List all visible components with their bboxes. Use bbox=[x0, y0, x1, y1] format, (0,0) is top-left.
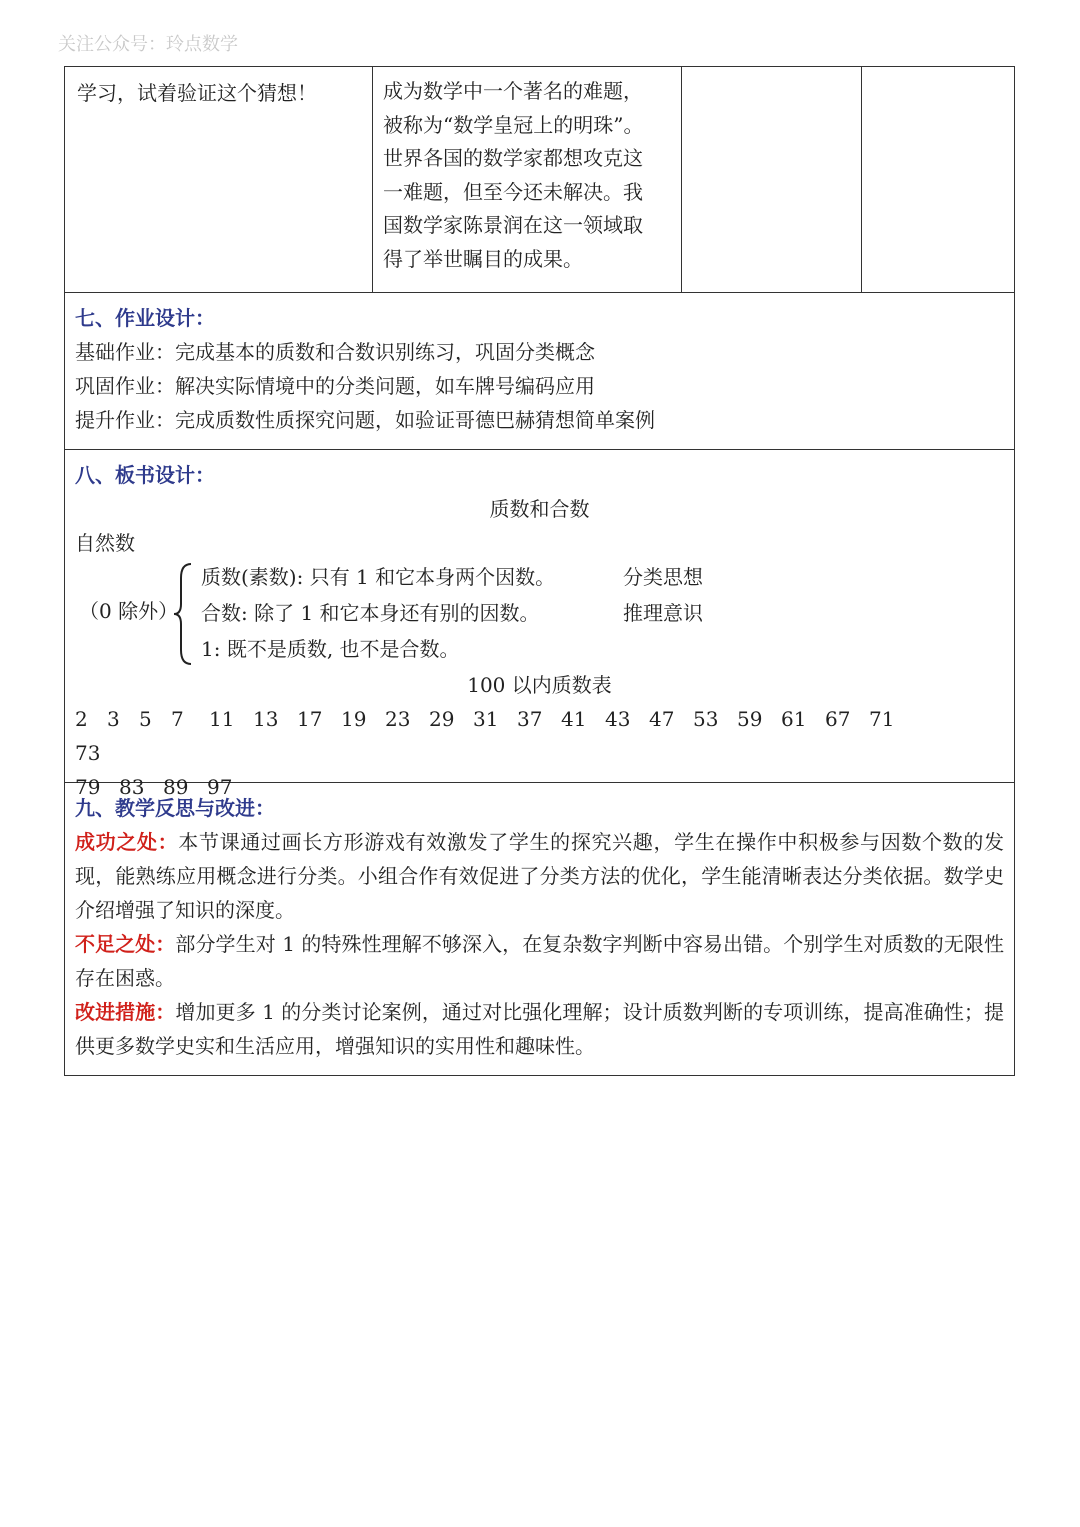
prime-number: 2 bbox=[75, 707, 88, 731]
reflection-section bbox=[65, 783, 1014, 1075]
history-line: 得了举世瞩目的成果。 bbox=[383, 246, 583, 271]
prime-number: 59 bbox=[737, 707, 763, 731]
one-definition: 1: 既不是质数, 也不是合数。 bbox=[201, 637, 460, 661]
activity-cell bbox=[65, 67, 373, 292]
shortfall-paragraph bbox=[75, 927, 1004, 995]
prime-number: 37 bbox=[517, 707, 543, 731]
history-line: 世界各国的数学家都想攻克这 bbox=[383, 146, 643, 171]
classification-block bbox=[75, 560, 1004, 668]
table-row bbox=[65, 67, 1014, 293]
improve-label: 改进措施： bbox=[75, 1000, 176, 1024]
improve-text: 增加更多 1 的分类讨论案例，通过对比强化理解；设计质数判断的专项训练，提高准确性；提供更多数学史实和生活应用，增强知识的实用性和趣味性。 bbox=[75, 1000, 1004, 1058]
prime-number: 73 bbox=[75, 741, 101, 765]
homework-item: 基础作业：完成基本的质数和合数识别练习，巩固分类概念 bbox=[75, 340, 595, 364]
prime-number: 43 bbox=[605, 707, 631, 731]
shortfall-label: 不足之处： bbox=[75, 932, 176, 956]
prime-number: 13 bbox=[253, 707, 279, 731]
prime-number: 61 bbox=[781, 707, 807, 731]
prime-definition: 质数(素数): 只有 1 和它本身两个因数。 bbox=[201, 565, 556, 589]
natural-numbers: 自然数 bbox=[75, 531, 135, 555]
homework-section bbox=[65, 293, 1014, 450]
prime-number: 41 bbox=[561, 707, 587, 731]
success-label: 成功之处： bbox=[75, 830, 179, 854]
brace-icon bbox=[171, 560, 195, 668]
prime-number: 31 bbox=[473, 707, 499, 731]
prime-number: 67 bbox=[825, 707, 851, 731]
prime-number: 23 bbox=[385, 707, 411, 731]
history-cell bbox=[373, 67, 682, 292]
board-heading: 质数和合数 bbox=[489, 497, 590, 521]
prime-number: 5 bbox=[139, 707, 152, 731]
success-text: 本节课通过画长方形游戏有效激发了学生的探究兴趣，学生在操作中积极参与因数个数的发现，能熟练应用概念进行分类。小组合作有效促进了分类方法的优化，学生能清晰表达分类依据。数学史介绍增强了知识的深度。 bbox=[75, 830, 1005, 922]
prime-number: 19 bbox=[341, 707, 367, 731]
homework-item: 巩固作业：解决实际情境中的分类问题，如车牌号编码应用 bbox=[75, 374, 595, 398]
lesson-table bbox=[64, 66, 1015, 1076]
zero-except: （0 除外） bbox=[79, 599, 179, 623]
empty-cell bbox=[682, 67, 862, 292]
history-line: 被称为“数学皇冠上的明珠”。 bbox=[383, 112, 644, 137]
prime-number: 7 bbox=[171, 707, 184, 731]
activity-text: 学习，试着验证这个猜想！ bbox=[77, 81, 317, 105]
history-line: 成为数学中一个著名的难题， bbox=[383, 79, 643, 103]
homework-item: 提升作业：完成质数性质探究问题，如验证哥德巴赫猜想简单案例 bbox=[75, 408, 655, 432]
composite-definition: 合数: 除了 1 和它本身还有别的因数。 bbox=[201, 601, 540, 625]
empty-cell bbox=[862, 67, 1014, 292]
improve-paragraph bbox=[75, 995, 1004, 1063]
prime-number: 11 bbox=[209, 707, 235, 731]
reflection-title: 九、教学反思与改进： bbox=[75, 796, 275, 820]
history-line: 国数学家陈景润在这一领域取 bbox=[383, 213, 643, 238]
prime-table-title: 100 以内质数表 bbox=[467, 673, 612, 697]
board-title: 八、板书设计： bbox=[75, 463, 215, 487]
prime-number: 83 bbox=[119, 775, 145, 799]
board-section bbox=[65, 450, 1014, 799]
prime-number: 89 bbox=[163, 775, 189, 799]
prime-list-row1 bbox=[75, 702, 955, 770]
prime-number: 47 bbox=[649, 707, 675, 731]
prime-number: 79 bbox=[75, 775, 101, 799]
note-classification: 分类思想 bbox=[623, 565, 703, 589]
prime-number: 53 bbox=[693, 707, 719, 731]
watermark: 关注公众号：玲点数学 bbox=[58, 34, 238, 55]
homework-title: 七、作业设计： bbox=[75, 306, 215, 330]
prime-number: 71 bbox=[869, 707, 895, 731]
prime-number: 97 bbox=[207, 775, 233, 799]
prime-number: 3 bbox=[107, 707, 120, 731]
prime-number: 17 bbox=[297, 707, 323, 731]
note-reasoning: 推理意识 bbox=[623, 601, 703, 625]
history-line: 一难题，但至今还未解决。我 bbox=[383, 179, 643, 204]
shortfall-text: 部分学生对 1 的特殊性理解不够深入，在复杂数字判断中容易出错。个别学生对质数的无限性存在困惑。 bbox=[75, 932, 1004, 990]
success-paragraph bbox=[75, 825, 1004, 927]
prime-number: 29 bbox=[429, 707, 455, 731]
